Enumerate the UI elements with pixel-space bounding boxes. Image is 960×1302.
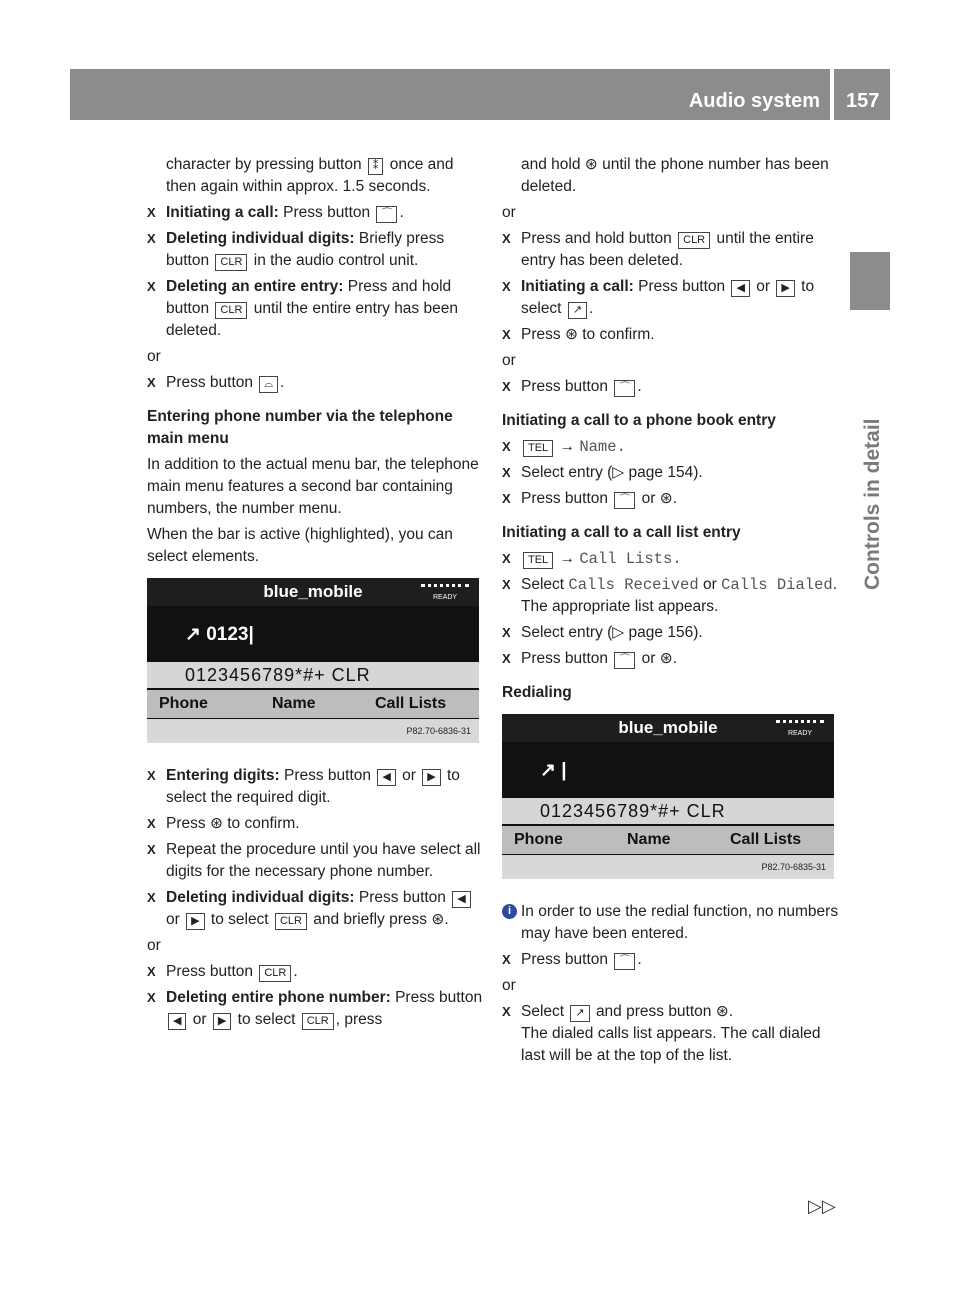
text: The appropriate list appears. (521, 598, 719, 615)
text: Deleting an entire entry: (166, 278, 344, 295)
ok-button-icon: ⊛ (209, 815, 223, 832)
bullet-icon: X (147, 375, 156, 390)
screen-title: blue_mobile (147, 578, 479, 606)
list-item (147, 765, 487, 809)
bullet-icon: X (502, 231, 511, 246)
call-button-icon: ⌒ (614, 953, 635, 970)
list-item: X Press button ⌓ . (147, 372, 487, 394)
text: or (641, 490, 656, 507)
text: Press button (283, 204, 371, 221)
call-button-icon: ⌒ (376, 206, 397, 223)
text: and hold (521, 156, 581, 173)
column-right (502, 154, 842, 1071)
text: Press button (395, 989, 483, 1006)
clr-key-icon: CLR (215, 254, 247, 271)
text: or (166, 911, 180, 928)
clr-key-icon: CLR (259, 965, 291, 982)
menu-value: Calls Dialed (721, 576, 833, 594)
bullet-icon: X (502, 1004, 511, 1019)
text: Deleting individual digits: (166, 230, 355, 247)
bullet-icon: X (502, 379, 511, 394)
number-bar (147, 662, 479, 688)
text: Press and hold button (521, 230, 672, 247)
menu-phone: Phone (159, 695, 208, 712)
or-text: or (147, 348, 161, 365)
text: to select (210, 911, 269, 928)
bullet-icon: X (502, 327, 511, 342)
right-arrow-key-icon: ▶ (422, 769, 440, 786)
digits: 0123456789*#+ (540, 801, 681, 821)
bullet-icon: X (147, 964, 156, 979)
text: until the entire entry has been deleted. (166, 300, 458, 339)
dial-value: 0123| (206, 624, 254, 645)
handset-icon: ↗ (568, 302, 587, 319)
list-item (147, 228, 487, 272)
text: Briefly press button (166, 230, 445, 269)
menu-path: Call Lists. (579, 550, 682, 568)
text: and briefly press (313, 911, 427, 928)
clr-key-icon: CLR (215, 302, 247, 319)
text: Press button (521, 951, 609, 968)
text: or (402, 767, 416, 784)
ok-button-icon: ⊛ (715, 1003, 729, 1020)
menu-call-lists: Call Lists (375, 695, 447, 712)
bullet-icon: X (502, 651, 511, 666)
text: or (702, 576, 717, 593)
ok-button-icon: ⊛ (659, 650, 673, 667)
ok-button-icon: ⊛ (431, 911, 445, 928)
dial-value: | (561, 760, 567, 781)
clr-label: CLR (686, 801, 726, 821)
text: once and then again within approx. 1.5 seconds. (166, 156, 454, 195)
call-button-icon: ⌒ (614, 380, 635, 397)
phone-screen-image (147, 578, 479, 743)
text: or (641, 650, 656, 667)
info-note (502, 901, 842, 945)
list-item: X Press button ⌒ or ⊛. (502, 648, 842, 670)
tel-key-icon: TEL (523, 440, 553, 457)
text: until the entire entry has been deleted. (521, 230, 814, 269)
text: character by pressing button (166, 156, 362, 173)
list-item (502, 228, 842, 272)
clr-key-icon: CLR (678, 232, 710, 249)
ok-button-icon: ⊛ (659, 490, 673, 507)
section-heading: Entering phone number via the telephone main menu (147, 408, 453, 447)
list-item: X Deleting individual digits: Press button ◀ or ▶ to select CLR and briefly press ⊛. (147, 887, 487, 931)
text: , press (335, 1011, 383, 1028)
text: to select the required digit. (166, 767, 460, 806)
text: Press button (166, 963, 254, 980)
arrow: → (559, 550, 575, 567)
list-item: X Initiating a call: Press button ⌒ . (147, 202, 487, 224)
image-reference: P82.70-6836-31 (147, 719, 479, 743)
side-tab-label: Controls in detail (861, 418, 884, 590)
text: Initiating a call: (521, 278, 634, 295)
section-heading: Initiating a call to a call list entry (502, 524, 741, 541)
text: Select (521, 576, 565, 593)
or-text: or (502, 352, 516, 369)
list-item: X Press button ⌒ or ⊛. (502, 488, 842, 510)
end-call-button-icon: ⌓ (259, 376, 278, 393)
menu-path: Name. (579, 438, 626, 456)
text: Press button (521, 650, 609, 667)
handset-icon: ↗ (185, 624, 201, 645)
bullet-icon: X (147, 990, 156, 1005)
bullet-icon: X (147, 816, 156, 831)
text: Press (166, 815, 206, 832)
or-text: or (502, 204, 516, 221)
bullet-icon: X (147, 205, 156, 220)
bullet-icon: X (147, 279, 156, 294)
list-item: X Press button CLR . (147, 961, 487, 983)
text: The dialed calls list appears. The call dialed last will be at the top of the list. (521, 1025, 821, 1064)
left-arrow-key-icon: ◀ (452, 891, 470, 908)
bullet-icon: X (502, 551, 511, 566)
text: and press button (595, 1003, 712, 1020)
header-title: Audio system (688, 90, 820, 112)
menu-call-lists: Call Lists (730, 831, 802, 848)
paragraph: When the bar is active (highlighted), you can select elements. (147, 526, 453, 565)
list-item (502, 622, 842, 644)
list-item (502, 436, 842, 458)
dialed-number (540, 760, 567, 782)
bullet-icon: X (502, 952, 511, 967)
menu-name: Name (627, 831, 671, 848)
text: Press button (521, 378, 609, 395)
text: to confirm. (227, 815, 300, 832)
text: Select entry (▷ page 156). (521, 624, 703, 641)
text: Repeat the procedure until you have select all digits for the necessary phone number. (166, 841, 481, 880)
text: or (192, 1011, 207, 1028)
number-bar (502, 798, 834, 824)
text: Select (521, 1003, 565, 1020)
digits: 0123456789*#+ (185, 665, 326, 685)
list-item: X Press button ⌒ . (502, 376, 842, 398)
ready-indicator: READY (776, 720, 824, 737)
dialed-number (185, 624, 254, 646)
or-text: or (147, 937, 161, 954)
list-item (502, 462, 842, 484)
side-tab (850, 252, 890, 310)
text: Press button (358, 889, 446, 906)
right-arrow-key-icon: ▶ (213, 1013, 231, 1030)
text: Deleting individual digits: (166, 889, 355, 906)
call-button-icon: ⌒ (614, 492, 635, 509)
bullet-icon: X (147, 842, 156, 857)
list-item (502, 548, 842, 570)
list-item: X Select ↗ and press button ⊛. The dialed calls list appears. The call dialed last will be at the top of the list. (502, 1003, 821, 1064)
list-item (502, 324, 842, 346)
text: in the audio control unit. (253, 252, 419, 269)
left-arrow-key-icon: ◀ (377, 769, 395, 786)
text: or (756, 278, 771, 295)
text: . (832, 576, 837, 593)
side-tab-label-wrap (853, 310, 887, 870)
left-arrow-key-icon: ◀ (168, 1013, 186, 1030)
clr-key-icon: CLR (302, 1013, 334, 1030)
text: In order to use the redial function, no numbers may have been entered. (521, 903, 839, 942)
paragraph (502, 154, 842, 198)
continue-arrows: ▷▷ (808, 1196, 836, 1216)
header-separator (830, 69, 834, 120)
text: Press button (638, 278, 726, 295)
left-arrow-key-icon: ◀ (731, 280, 749, 297)
image-reference: P82.70-6835-31 (502, 855, 834, 879)
star-key-icon: ⁑ (368, 158, 384, 175)
text: to confirm. (582, 326, 655, 343)
text: Deleting entire phone number: (166, 989, 391, 1006)
section-heading: Initiating a call to a phone book entry (502, 412, 776, 429)
text: Initiating a call: (166, 204, 279, 221)
list-item (147, 276, 487, 342)
text: Press button (166, 374, 254, 391)
screen-title: blue_mobile (502, 714, 834, 742)
call-button-icon: ⌒ (614, 652, 635, 669)
bullet-icon: X (147, 768, 156, 783)
handset-icon: ↗ (570, 1005, 589, 1022)
bullet-icon: X (502, 465, 511, 480)
text: Press button (283, 767, 372, 784)
list-item (502, 574, 842, 618)
menu-bar (147, 690, 479, 718)
column-left (147, 154, 487, 1035)
paragraph (147, 154, 487, 198)
list-item (147, 839, 487, 883)
bullet-icon: X (502, 577, 511, 592)
bullet-icon: X (502, 279, 511, 294)
text: to select (237, 1011, 296, 1028)
text: Entering digits: (166, 767, 280, 784)
clr-key-icon: CLR (275, 913, 307, 930)
section-heading: Redialing (502, 684, 572, 701)
bullet-icon: X (502, 439, 511, 454)
ready-indicator: READY (421, 584, 469, 601)
page-number: 157 (846, 90, 880, 112)
bullet-icon: X (502, 625, 511, 640)
info-icon: i (502, 904, 517, 919)
right-arrow-key-icon: ▶ (776, 280, 794, 297)
handset-icon: ↗ (540, 760, 556, 781)
phone-screen-image (502, 714, 834, 879)
list-item: X Initiating a call: Press button ◀ or ▶ to select ↗ . (502, 278, 815, 317)
ok-button-icon: ⊛ (584, 156, 598, 173)
list-item: X Press button ⌒ . (502, 949, 842, 971)
menu-bar (502, 826, 834, 854)
or-text: or (502, 977, 516, 994)
list-item (147, 813, 487, 835)
list-item (147, 987, 487, 1031)
text: Press (521, 326, 561, 343)
menu-value: Calls Received (568, 576, 699, 594)
tel-key-icon: TEL (523, 552, 553, 569)
text: until the phone number has been deleted. (521, 156, 829, 195)
paragraph: In addition to the actual menu bar, the telephone main menu features a second bar containing numbers, the number menu. (147, 456, 479, 517)
text: Select entry (▷ page 154). (521, 464, 703, 481)
text: to select (521, 278, 815, 317)
text: Press and hold button (166, 278, 452, 317)
menu-name: Name (272, 695, 316, 712)
text: Press button (521, 490, 609, 507)
right-arrow-key-icon: ▶ (186, 913, 204, 930)
clr-label: CLR (331, 665, 371, 685)
ok-button-icon: ⊛ (564, 326, 578, 343)
bullet-icon: X (147, 890, 156, 905)
bullet-icon: X (147, 231, 156, 246)
menu-phone: Phone (514, 831, 563, 848)
bullet-icon: X (502, 491, 511, 506)
arrow: → (559, 438, 575, 455)
